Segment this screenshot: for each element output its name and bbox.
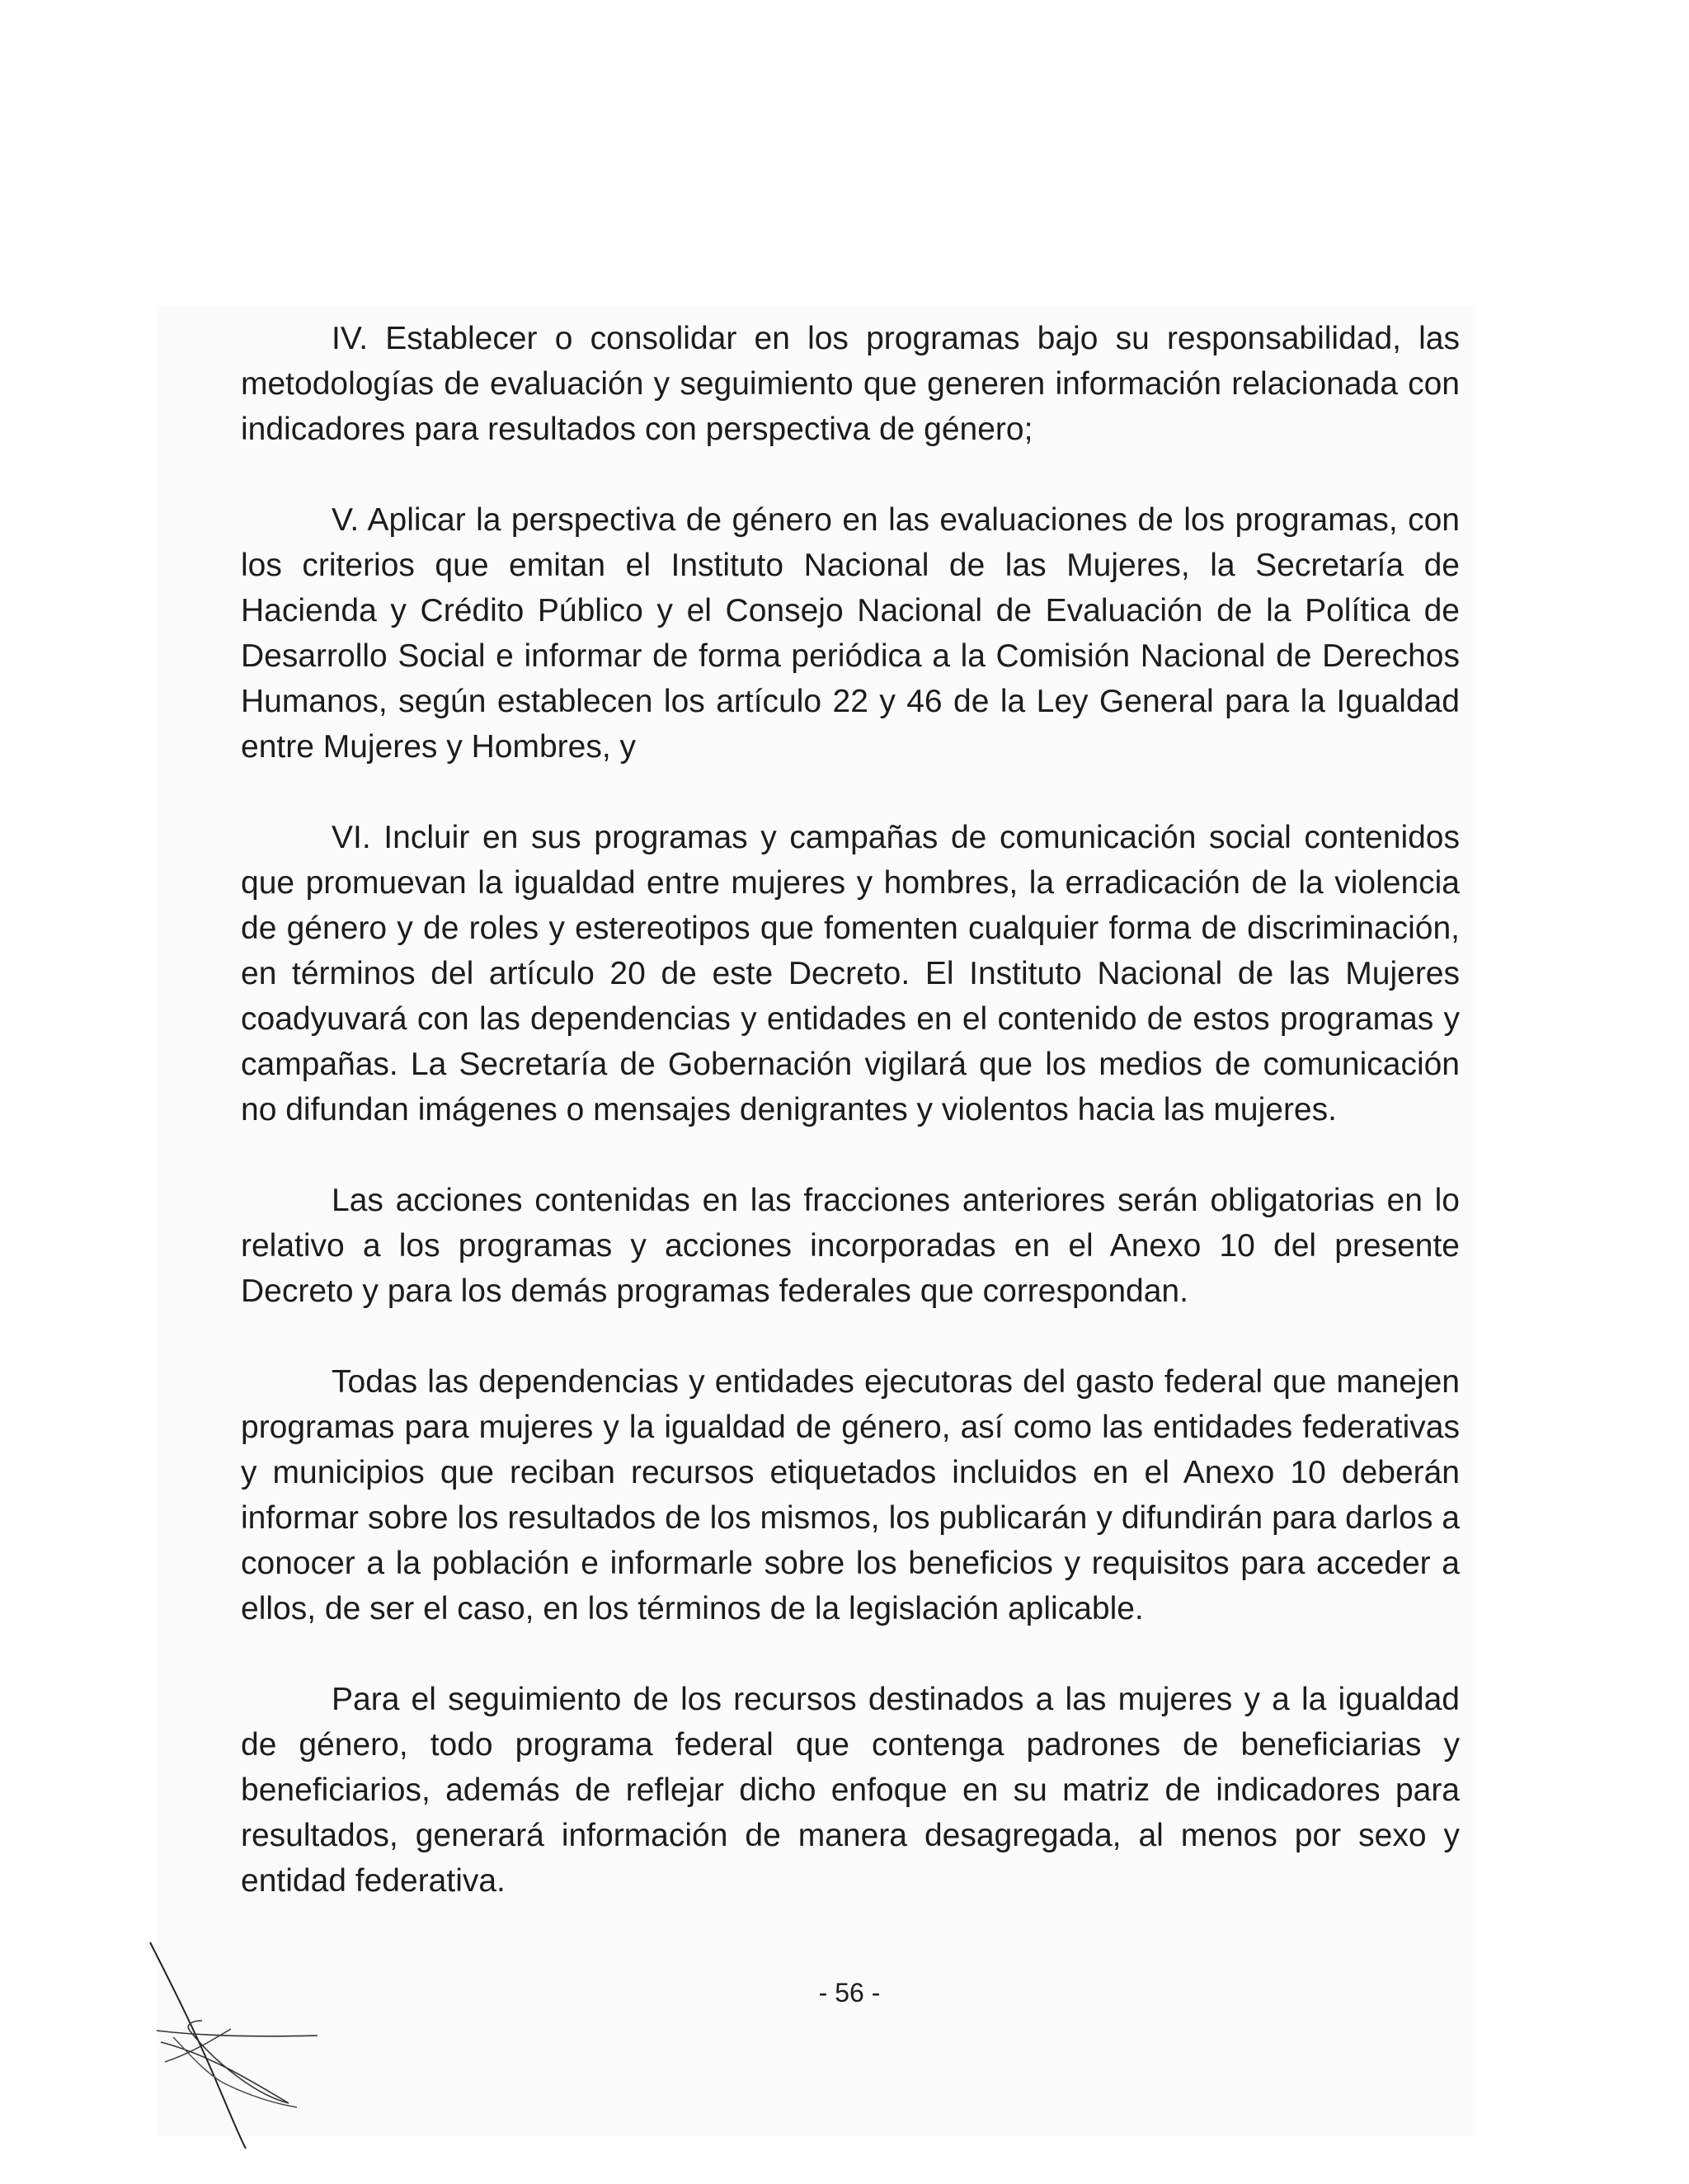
paragraph-fraction-iv: IV. Establecer o consolidar en los programas bajo su responsabilidad, las metodologías de evaluación y seguimiento que generen información relacionada con indicadores para resultados con perspectiva de género; [241,321,1460,447]
paragraph-fraction-vi: VI. Incluir en sus programas y campañas de comunicación social contenidos que promuevan la igualdad entre mujeres y hombres, la erradicación de la violencia de género y de roles y estereotipos que fomenten cualquier forma de discriminación, en términos del artículo 20 de este Decreto. El Instituto Nacional de las Mujeres coadyuvará con las dependencias y entidades en el contenido de estos programas y campañas. La Secretaría de Gobernación vigilará que los medios de comunicación no difundan imágenes o mensajes denigrantes y violentos hacia las mujeres. [241,820,1460,1127]
paragraph-resource-tracking: Para el seguimiento de los recursos destinados a las mujeres y a la igualdad de género, todo programa federal que contenga padrones de beneficiarias y beneficiarios, además de reflejar dicho enfoque en su matriz de indicadores para resultados, generará información de manera desagregada, al menos por sexo y entidad federativa. [241,1682,1460,1899]
document-body [241,316,1460,1904]
page-number: - 56 - [818,1978,881,2007]
handwritten-signature [140,1938,330,2153]
paragraph-fraction-v: V. Aplicar la perspectiva de género en las evaluaciones de los programas, con los criterios que emitan el Instituto Nacional de las Mujeres, la Secretaría de Hacienda y Crédito Público y el Consejo Nacional de Evaluación de la Política de Desarrollo Social e informar de forma periódica a la Comisión Nacional de Derechos Humanos, según establecen los artículo 22 y 46 de la Ley General para la Igualdad entre Mujeres y Hombres, y [241,502,1460,765]
paragraph-obligatory-actions: Las acciones contenidas en las fracciones anteriores serán obligatorias en lo relativo a los programas y acciones incorporadas en el Anexo 10 del presente Decreto y para los demás programas federales que correspondan. [241,1183,1460,1309]
paragraph-reporting-requirements: Todas las dependencias y entidades ejecutoras del gasto federal que manejen programas para mujeres y la igualdad de género, así como las entidades federativas y municipios que reciban recursos etiquetados incluidos en el Anexo 10 deberán informar sobre los resultados de los mismos, los publicarán y difundirán para darlos a conocer a la población e informarle sobre los beneficios y requisitos para acceder a ellos, de ser el caso, en los términos de la legislación aplicable. [241,1364,1460,1626]
